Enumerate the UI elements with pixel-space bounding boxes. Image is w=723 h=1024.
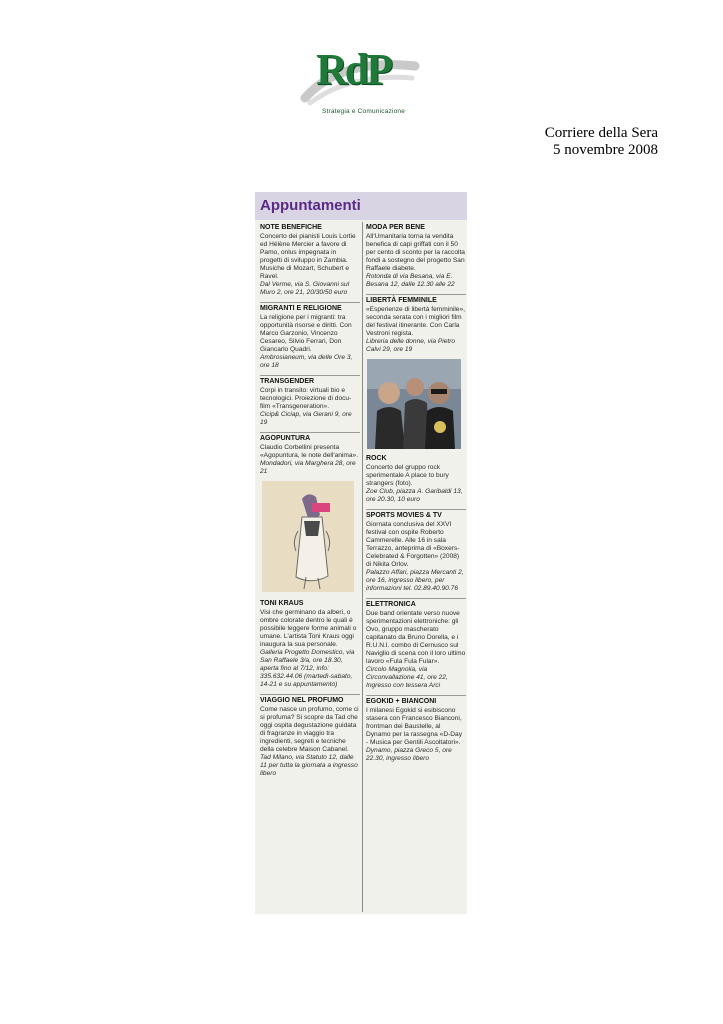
- left-column: [260, 224, 360, 783]
- listing-body: Visi che germinano da alberi, o ombre colorate dentro le quali è possibile leggere forme animali o umane. L'artista Toni Kraus oggi inaugura la sua personale.: [260, 609, 357, 648]
- listing-heading: TRANSGENDER: [260, 378, 315, 385]
- listing-heading: MIGRANTI E RELIGIONE: [260, 305, 342, 312]
- listing-heading: AGOPUNTURA: [260, 435, 311, 442]
- listing-item: [260, 375, 360, 427]
- listing-heading: EGOKID + BIANCONI: [366, 698, 437, 705]
- listing-body: Concerto del gruppo rock sperimentale A place to bury strangers (foto).: [366, 464, 449, 487]
- listing-item: [260, 224, 360, 297]
- listing-venue: Cicip& Ciciap, via Gerani 9, ore 19: [260, 411, 352, 426]
- listing-heading: NOTE BENEFICHE: [260, 224, 322, 231]
- listing-item: [260, 600, 360, 689]
- listing-venue: Tad Milano, via Statuto 12, dalle 11 per tutta la giornata a ingresso libero: [260, 754, 358, 777]
- artwork-photo: [262, 481, 354, 592]
- section-header: [255, 192, 467, 220]
- listing-heading: ELETTRONICA: [366, 601, 416, 608]
- listing-item: [366, 455, 466, 504]
- right-column: [366, 224, 466, 768]
- listing-heading: VIAGGIO NEL PROFUMO: [260, 697, 344, 704]
- listing-venue: Dynamo, piazza Greco 5, ore 22.30, ingresso libero: [366, 747, 452, 762]
- listing-heading: ROCK: [366, 455, 387, 462]
- listing-item: [260, 302, 360, 370]
- listing-venue: Ambrosianeum, via delle Ore 3, ore 18: [260, 354, 353, 369]
- listing-item: [260, 694, 360, 778]
- listing-venue: Palazzo Affari, piazza Mercanti 2, ore 16, ingresso libero, per informazioni tel. 02.89.40.90.76: [366, 569, 464, 592]
- artwork-illustration: [262, 481, 354, 592]
- listing-body: Concerto dei pianisti Louis Lortie ed Hélène Mercier a favore di Pamo, onlus impegnata in progetti di sviluppo in Zambia. Musiche di Mozart, Schubert e Ravel.: [260, 233, 356, 280]
- listing-venue: Rotonda di via Besana, via E. Besana 12, dalle 12.30 alle 22: [366, 273, 455, 288]
- listing-item: [366, 598, 466, 690]
- newspaper-name: Corriere della Sera: [544, 125, 658, 141]
- band-photo: [367, 359, 461, 449]
- listing-body: Come nasce un profumo, come ci si profuma? Si scopre da Tad che oggi ospita degustazione guidata di fragranze in viaggio tra ingredienti, segreti e tecniche della celebre Maison Cabanel.: [260, 706, 359, 753]
- listing-body: Due band orientate verso nuove sperimentazioni elettroniche: gli Ovo, gruppo mascherato capitanato da Bruno Dorella, e i R.U.N.I. combo di Cernusco sul Naviglio di scena con il loro ultimo lavoro «Fula Fula Fular».: [366, 610, 466, 665]
- listing-venue: Galleria Progetto Domestico, via San Raffaele 3/a, ore 18.30, aperta fino al 7/12, info: 335.632.44.06 (martedì-sabato, 14-21 e su appuntamento): [260, 649, 355, 688]
- logo-letters: RdP: [316, 45, 391, 94]
- listing-body: Corpi in transito: virtuali bio e tecnologici. Proiezione di docu-film «Transgeneration».: [260, 387, 352, 410]
- listing-body: «Esperienze di libertà femminile», seconda serata con i migliori film del festival itinerante. Con Carla Vestroni regista.: [366, 306, 465, 337]
- column-divider: [362, 222, 363, 912]
- listing-item: [260, 432, 360, 476]
- listing-body: I milanesi Egokid si esibiscono stasera con Francesco Bianconi, frontman dei Baustelle, al Dynamo per la rassegna «D-Day - Musica per Gentili Ascoltatori».: [366, 707, 463, 746]
- publication-date: 5 novembre 2008: [553, 142, 658, 158]
- listing-heading: LIBERTÀ FEMMINILE: [366, 297, 437, 304]
- section-title: Appuntamenti: [260, 197, 361, 214]
- listing-venue: Mondadori, via Marghera 28, ore 21: [260, 460, 356, 475]
- newspaper-clipping: [255, 192, 467, 914]
- rdp-logo: [300, 40, 425, 125]
- listing-item: [366, 224, 466, 289]
- listing-heading: SPORTS MOVIES & TV: [366, 512, 442, 519]
- listing-venue: Zoe Club, piazza A. Garibaldi 13, ore 20.30, 10 euro: [366, 488, 463, 503]
- listing-item: [366, 509, 466, 593]
- band-illustration: [367, 359, 461, 449]
- listing-body: All'Umanitaria torna la vendita benefica di capi griffati con il 50 per cento di sconto per la raccolta fondi a sostegno del progetto San Raffaele diabete.: [366, 233, 465, 272]
- listing-venue: Circolo Magnolia, via Circonvallazione 41, ore 22, Ingresso con tessera Arci: [366, 666, 448, 689]
- listing-item: [366, 695, 466, 763]
- source-info: [545, 125, 658, 159]
- listing-venue: Dal Verme, via S. Giovanni sul Muro 2, ore 21, 20/30/50 euro: [260, 281, 350, 296]
- listing-item: [366, 294, 466, 354]
- listing-venue: Libreria delle donne, via Pietro Calvi 29, ore 19: [366, 338, 456, 353]
- logo-tagline: Strategia e Comunicazione: [322, 108, 406, 115]
- listing-body: Claudio Corbellini presenta «Agopuntura, le note dell'anima».: [260, 444, 359, 459]
- listing-body: Giornata conclusiva del XXVI festival con ospite Roberto Cammerelle. Alle 16 in sala Terrazzo, anteprima di «Boxers-Celebrated & Forgotten» (2008) di Nikita Orlov.: [366, 521, 460, 568]
- listing-body: La religione per i migranti: tra opportunità risorse e diritti. Con Marco Garzonio, Vincenzo Cesareo, Silvio Ferrari, Don Giancarlo Quadri.: [260, 314, 352, 353]
- listing-heading: MODA PER BENE: [366, 224, 425, 231]
- listing-heading: TONI KRAUS: [260, 600, 304, 607]
